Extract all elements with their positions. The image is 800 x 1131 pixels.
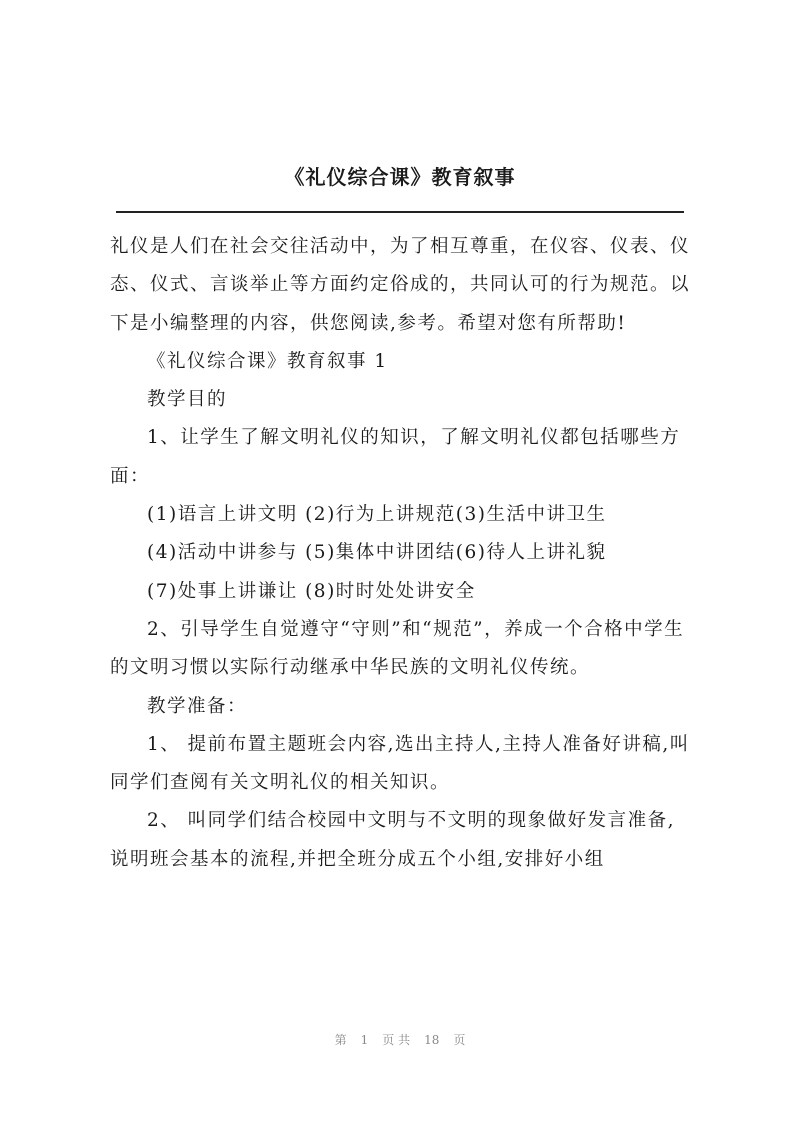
document-title: 《礼仪综合课》教育叙事: [284, 165, 516, 189]
paragraph-objectives-heading: 教学目的: [147, 389, 228, 411]
footer-page-number: 1: [360, 1033, 369, 1047]
paragraph-preparation-1: 1、 提前布置主题班会内容,选出主持人,主持人准备好讲稿,叫同学们查阅有关文明礼仪的相关知识。: [110, 733, 690, 794]
title-divider: [116, 211, 684, 213]
paragraph-list-line-2: (4)活动中讲参与 (5)集体中讲团结(6)待人上讲礼貌: [147, 542, 607, 564]
paragraph-preparation-heading: 教学准备：: [147, 695, 248, 717]
paragraph-preparation-2: 2、 叫同学们结合校园中文明与不文明的现象做好发言准备,说明班会基本的流程,并把全班分成五个小组,安排好小组: [110, 810, 676, 870]
paragraph-list-line-1: (1)语言上讲文明 (2)行为上讲规范(3)生活中讲卫生: [147, 504, 607, 526]
document-body: [110, 228, 690, 879]
page-footer: [0, 1032, 800, 1048]
paragraph-objective-2: 2、引导学生自觉遵守“守则”和“规范”，养成一个合格中学生的文明习惯以实际行动继承中华民族的文明礼仪传统。: [110, 618, 685, 679]
footer-prefix: 第: [334, 1033, 347, 1047]
paragraph-section-heading: 《礼仪综合课》教育叙事 1: [147, 350, 388, 372]
paragraph-intro: 礼仪是人们在社会交往活动中，为了相互尊重，在仪容、仪表、仪态、仪式、言谈举止等方面约定俗成的，共同认可的行为规范。以下是小编整理的内容，供您阅读,参考。希望对您有所帮助!: [110, 236, 691, 334]
paragraph-list-line-3: (7)处事上讲谦让 (8)时时处处讲安全: [147, 580, 476, 602]
footer-total-pages: 18: [424, 1033, 440, 1047]
footer-mid: 页 共: [382, 1033, 411, 1047]
paragraph-objective-1: 1、让学生了解文明礼仪的知识，了解文明礼仪都包括哪些方面：: [110, 427, 681, 487]
footer-suffix: 页: [453, 1033, 466, 1047]
